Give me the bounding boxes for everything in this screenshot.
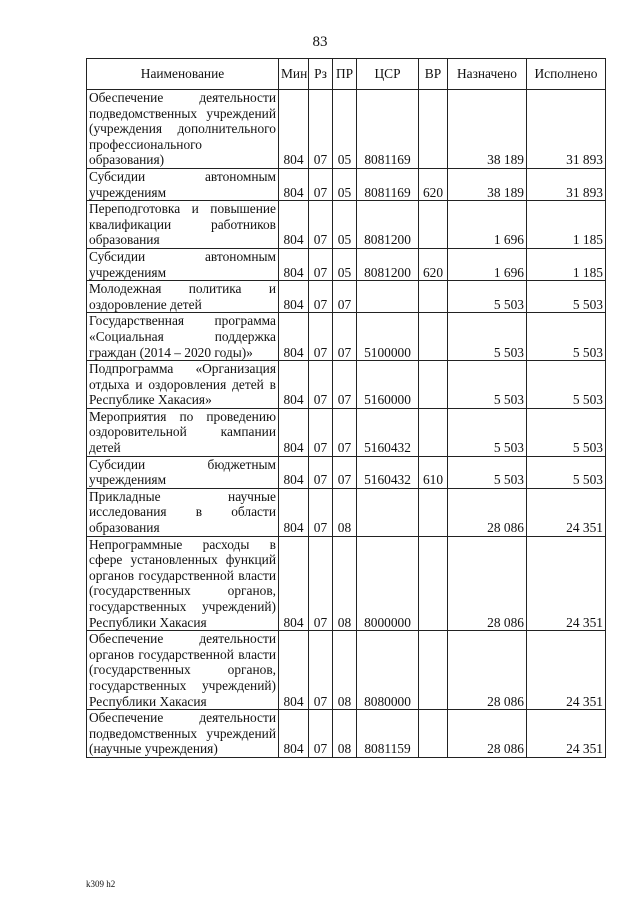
- table-row: [87, 631, 606, 710]
- row-vr-cell: 610: [419, 456, 448, 488]
- row-rz-cell: 07: [309, 710, 333, 758]
- row-name-cell: Обеспечение деятельности подведомственных учреждений (научные учреждения): [87, 710, 279, 758]
- row-pr-cell: 07: [333, 408, 357, 456]
- row-min-cell: 804: [279, 408, 309, 456]
- row-name-cell: Переподготовка и повышение квалификации работников образования: [87, 201, 279, 249]
- row-csr-cell: 5160432: [357, 408, 419, 456]
- row-min-cell: 804: [279, 631, 309, 710]
- row-vr-cell: [419, 313, 448, 361]
- table-row: [87, 201, 606, 249]
- row-rz-cell: 07: [309, 456, 333, 488]
- row-vr-cell: [419, 201, 448, 249]
- row-executed-cell: 1 185: [527, 248, 606, 280]
- row-assigned-cell: 1 696: [448, 201, 527, 249]
- row-min-cell: 804: [279, 201, 309, 249]
- row-name-cell: Субсидии бюджетным учреждениям: [87, 456, 279, 488]
- row-executed-cell: 31 893: [527, 168, 606, 200]
- header-csr: ЦСР: [357, 59, 419, 90]
- row-min-cell: 804: [279, 168, 309, 200]
- row-assigned-cell: 5 503: [448, 281, 527, 313]
- table-row: [87, 90, 606, 169]
- row-name-cell: Мероприятия по проведению оздоровительной кампании детей: [87, 408, 279, 456]
- row-rz-cell: 07: [309, 281, 333, 313]
- row-executed-cell: 24 351: [527, 710, 606, 758]
- row-vr-cell: [419, 710, 448, 758]
- row-executed-cell: 24 351: [527, 631, 606, 710]
- row-rz-cell: 07: [309, 201, 333, 249]
- row-min-cell: 804: [279, 456, 309, 488]
- row-rz-cell: 07: [309, 536, 333, 631]
- row-rz-cell: 07: [309, 168, 333, 200]
- row-name-cell: Субсидии автономным учреждениям: [87, 168, 279, 200]
- row-csr-cell: 8081200: [357, 248, 419, 280]
- row-name-cell: Обеспечение деятельности подведомственных учреждений (учреждения дополнительного профессионального образования): [87, 90, 279, 169]
- row-csr-cell: [357, 281, 419, 313]
- header-min: Мин: [279, 59, 309, 90]
- row-csr-cell: 8080000: [357, 631, 419, 710]
- row-pr-cell: 08: [333, 488, 357, 536]
- row-min-cell: 804: [279, 488, 309, 536]
- header-rz: Рз: [309, 59, 333, 90]
- row-name-cell: Подпрограмма «Организация отдыха и оздоровления детей в Республике Хакасия»: [87, 361, 279, 409]
- row-assigned-cell: 38 189: [448, 168, 527, 200]
- row-pr-cell: 05: [333, 90, 357, 169]
- row-rz-cell: 07: [309, 631, 333, 710]
- row-executed-cell: 24 351: [527, 488, 606, 536]
- row-csr-cell: [357, 488, 419, 536]
- row-assigned-cell: 38 189: [448, 90, 527, 169]
- table-row: [87, 168, 606, 200]
- table-header-row: [87, 59, 606, 90]
- table-row: [87, 313, 606, 361]
- row-pr-cell: 08: [333, 710, 357, 758]
- budget-table: [86, 58, 606, 758]
- row-rz-cell: 07: [309, 248, 333, 280]
- header-vr: ВР: [419, 59, 448, 90]
- row-pr-cell: 05: [333, 248, 357, 280]
- table-row: [87, 488, 606, 536]
- row-vr-cell: [419, 361, 448, 409]
- row-executed-cell: 5 503: [527, 456, 606, 488]
- header-executed: Исполнено: [527, 59, 606, 90]
- row-pr-cell: 07: [333, 456, 357, 488]
- table-row: [87, 536, 606, 631]
- row-pr-cell: 05: [333, 201, 357, 249]
- row-csr-cell: 8081159: [357, 710, 419, 758]
- row-csr-cell: 5160432: [357, 456, 419, 488]
- row-min-cell: 804: [279, 90, 309, 169]
- header-name: Наименование: [87, 59, 279, 90]
- row-pr-cell: 05: [333, 168, 357, 200]
- row-name-cell: Субсидии автономным учреждениям: [87, 248, 279, 280]
- row-name-cell: Обеспечение деятельности органов государственной власти (государственных органов, государственных учреждений) Республики Хакасия: [87, 631, 279, 710]
- page-footer-code: k309 h2: [86, 879, 116, 889]
- row-assigned-cell: 28 086: [448, 631, 527, 710]
- row-executed-cell: 5 503: [527, 361, 606, 409]
- row-pr-cell: 08: [333, 536, 357, 631]
- row-csr-cell: 5100000: [357, 313, 419, 361]
- row-min-cell: 804: [279, 281, 309, 313]
- row-rz-cell: 07: [309, 488, 333, 536]
- row-assigned-cell: 28 086: [448, 536, 527, 631]
- row-vr-cell: [419, 631, 448, 710]
- row-csr-cell: 8081169: [357, 90, 419, 169]
- row-assigned-cell: 5 503: [448, 313, 527, 361]
- row-csr-cell: 8000000: [357, 536, 419, 631]
- row-executed-cell: 5 503: [527, 313, 606, 361]
- row-assigned-cell: 1 696: [448, 248, 527, 280]
- row-min-cell: 804: [279, 248, 309, 280]
- row-csr-cell: 5160000: [357, 361, 419, 409]
- row-pr-cell: 07: [333, 361, 357, 409]
- header-assigned: Назначено: [448, 59, 527, 90]
- page-number: 83: [312, 34, 328, 50]
- row-assigned-cell: 28 086: [448, 488, 527, 536]
- row-vr-cell: 620: [419, 248, 448, 280]
- row-pr-cell: 07: [333, 281, 357, 313]
- row-rz-cell: 07: [309, 90, 333, 169]
- table-row: [87, 710, 606, 758]
- row-min-cell: 804: [279, 536, 309, 631]
- row-executed-cell: 1 185: [527, 201, 606, 249]
- row-min-cell: 804: [279, 313, 309, 361]
- table-row: [87, 281, 606, 313]
- row-min-cell: 804: [279, 361, 309, 409]
- row-assigned-cell: 5 503: [448, 361, 527, 409]
- row-rz-cell: 07: [309, 313, 333, 361]
- table-row: [87, 456, 606, 488]
- table-row: [87, 408, 606, 456]
- row-name-cell: Непрограммные расходы в сфере установленных функций органов государственной власти (государственных органов, государственных учреждений) Республики Хакасия: [87, 536, 279, 631]
- row-executed-cell: 5 503: [527, 408, 606, 456]
- row-rz-cell: 07: [309, 408, 333, 456]
- row-min-cell: 804: [279, 710, 309, 758]
- row-assigned-cell: 28 086: [448, 710, 527, 758]
- table-row: [87, 248, 606, 280]
- header-pr: ПР: [333, 59, 357, 90]
- row-name-cell: Государственная программа «Социальная поддержка граждан (2014 – 2020 годы)»: [87, 313, 279, 361]
- row-executed-cell: 5 503: [527, 281, 606, 313]
- row-csr-cell: 8081200: [357, 201, 419, 249]
- row-csr-cell: 8081169: [357, 168, 419, 200]
- row-vr-cell: [419, 90, 448, 169]
- row-vr-cell: [419, 536, 448, 631]
- row-rz-cell: 07: [309, 361, 333, 409]
- row-vr-cell: [419, 488, 448, 536]
- row-vr-cell: [419, 281, 448, 313]
- row-vr-cell: 620: [419, 168, 448, 200]
- row-pr-cell: 08: [333, 631, 357, 710]
- row-executed-cell: 24 351: [527, 536, 606, 631]
- row-name-cell: Прикладные научные исследования в области образования: [87, 488, 279, 536]
- table-row: [87, 361, 606, 409]
- row-vr-cell: [419, 408, 448, 456]
- row-assigned-cell: 5 503: [448, 408, 527, 456]
- row-pr-cell: 07: [333, 313, 357, 361]
- row-executed-cell: 31 893: [527, 90, 606, 169]
- row-assigned-cell: 5 503: [448, 456, 527, 488]
- row-name-cell: Молодежная политика и оздоровление детей: [87, 281, 279, 313]
